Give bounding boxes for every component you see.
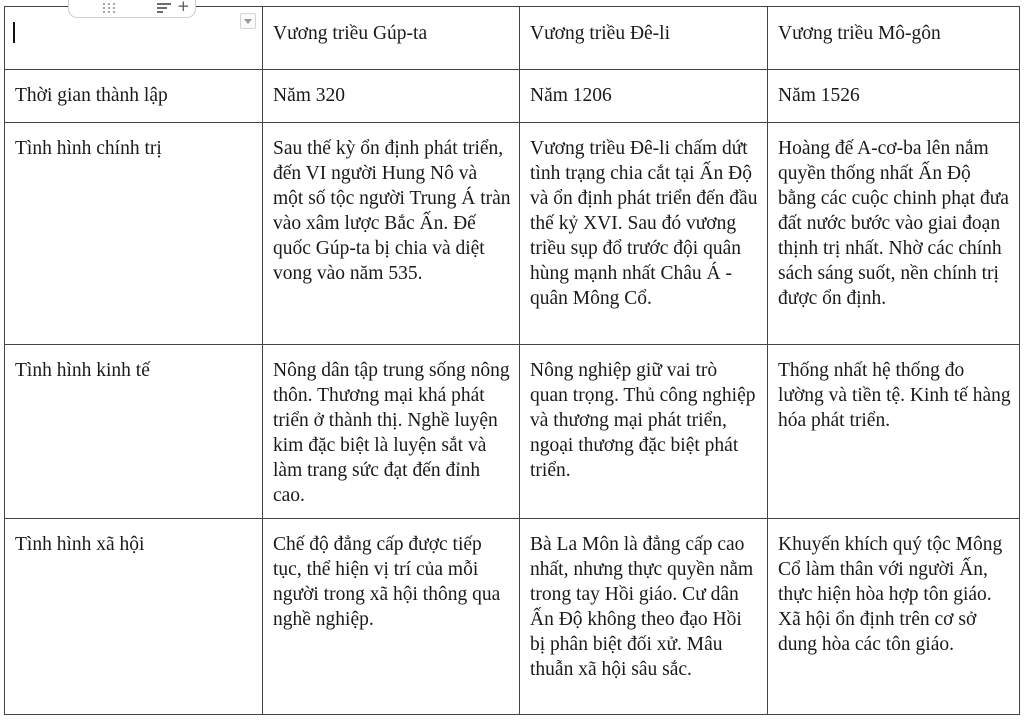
table-cell[interactable]: Năm 1526 xyxy=(768,70,1020,123)
text-cursor xyxy=(13,22,15,43)
header-cell-mughal[interactable]: Vương triều Mô-gôn xyxy=(768,7,1020,70)
header-cell-gupta[interactable]: Vương triều Gúp-ta xyxy=(263,7,520,70)
row-label-society[interactable]: Tình hình xã hội xyxy=(5,519,263,715)
table-cell[interactable]: Sau thế kỳ ổn định phát triển, đến VI người Hung Nô và một số tộc người Trung Á tràn vào xâm lược Bắc Ấn. Đế quốc Gúp-ta bị chia và diệt vong vào năm 535. xyxy=(263,123,520,345)
history-table xyxy=(4,6,1020,715)
table-cell[interactable]: Chế độ đẳng cấp được tiếp tục, thể hiện vị trí của mỗi người trong xã hội thông qua nghề nghiệp. xyxy=(263,519,520,715)
row-label-politics[interactable]: Tình hình chính trị xyxy=(5,123,263,345)
table-cell[interactable]: Vương triều Đê-li chấm dứt tình trạng chia cắt tại Ấn Độ và ổn định phát triển đến đầu thế kỷ XVI. Sau đó vương triều sụp đổ trước đội quân hùng mạnh nhất Châu Á - quân Mông Cổ. xyxy=(520,123,768,345)
header-cell-delhi[interactable]: Vương triều Đê-li xyxy=(520,7,768,70)
table-cell[interactable]: Nông nghiệp giữ vai trò quan trọng. Thủ công nghiệp và thương mại phát triển, ngoại thương đặc biệt phát triển. xyxy=(520,345,768,519)
plus-icon[interactable]: + xyxy=(177,0,190,15)
table-cell[interactable]: Hoàng đế A-cơ-ba lên nắm quyền thống nhất Ấn Độ bằng các cuộc chinh phạt đưa đất nước bước vào giai đoạn thịnh trị nhất. Nhờ các chính sách sáng suốt, nền chính trị được ổn định. xyxy=(768,123,1020,345)
row-label-economy[interactable]: Tình hình kinh tế xyxy=(5,345,263,519)
table-cell[interactable]: Thống nhất hệ thống đo lường và tiền tệ. Kinh tế hàng hóa phát triển. xyxy=(768,345,1020,519)
table-cell[interactable]: Bà La Môn là đẳng cấp cao nhất, nhưng thực quyền nằm trong tay Hồi giáo. Cư dân Ấn Độ không theo đạo Hồi bị phân biệt đối xử. Mâu thuẫn xã hội sâu sắc. xyxy=(520,519,768,715)
cell-menu-chevron-down-icon[interactable] xyxy=(240,13,256,29)
table-row xyxy=(5,345,1020,519)
table-cell[interactable]: Nông dân tập trung sống nông thôn. Thương mại khá phát triển ở thành thị. Nghề luyện kim đặc biệt là luyện sắt và làm trang sức đạt đến đỉnh cao. xyxy=(263,345,520,519)
table-row xyxy=(5,123,1020,345)
table-toolbar xyxy=(68,0,196,18)
table-row xyxy=(5,70,1020,123)
table-cell[interactable]: Năm 1206 xyxy=(520,70,768,123)
row-label-founding[interactable]: Thời gian thành lập xyxy=(5,70,263,123)
table-cell[interactable]: Năm 320 xyxy=(263,70,520,123)
sort-icon[interactable] xyxy=(157,2,171,14)
table-cell[interactable]: Khuyến khích quý tộc Mông Cổ làm thân với người Ấn, thực hiện hòa hợp tôn giáo. Xã hội ổn định trên cơ sở dung hòa các tôn giáo. xyxy=(768,519,1020,715)
table-row xyxy=(5,519,1020,715)
drag-handle-icon[interactable] xyxy=(103,3,117,13)
